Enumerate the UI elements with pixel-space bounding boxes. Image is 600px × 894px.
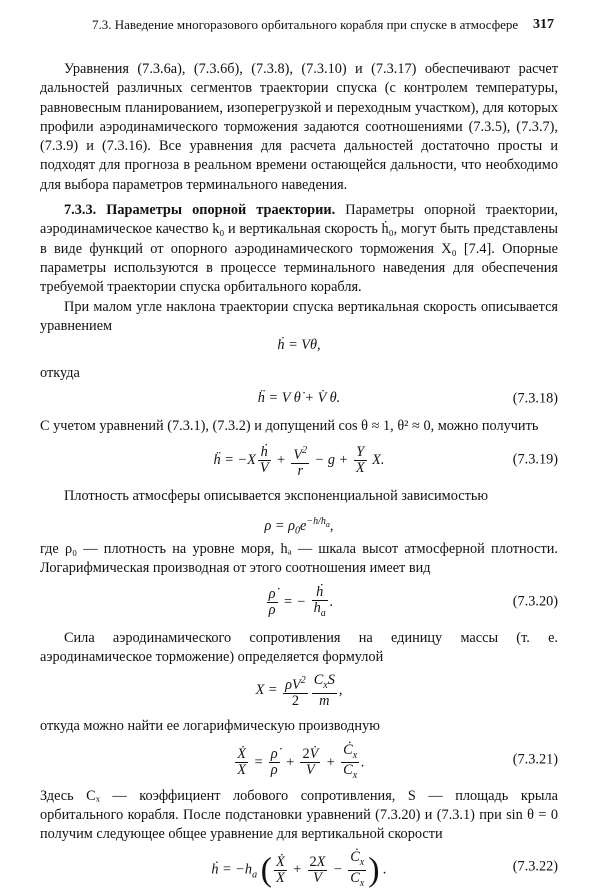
equation-7-3-18: ḧ = V θ̇ + V̇ θ. (7.3.18) [40, 389, 558, 409]
paragraph-4: откуда [40, 365, 80, 382]
equation-7-3-20: $\frac{\rhȯ}{\rho}$ = − $\frac{\text{ḣ}}{h_a}$ . (7.3.20) [268, 583, 558, 619]
paragraph-2-text: Параметры опорной траектории, аэродинамическое качество k₀ и вертикальная скорость ḣ₀, могут быть представлены в виде функций от опорного аэродинамического торможения X₀ [7.4]. Опорные параметры используются в процессе терминального наведения для обеспечения требуемой траектории спуска орбитального корабля. [40, 202, 558, 296]
equation-7-3-22: ḣ = $-h_a$ ( $\frac{\text{Ẋ}}{X}$ + $\frac{2X}{V}$ − $\frac{Ċ_x}{C_x}$ ) . (7.3.22) [211, 849, 558, 890]
equation-number: (7.3.18) [512, 390, 558, 407]
paragraph-10: Здесь Cₓ — коэффициент лобового сопротивления, S — площадь крыла орбитального корабля. После подстановки уравнений (7.3.20) и (7.3.1) при sin θ = 0 получим следующее общее уравнение для вертикальной скорости [40, 787, 558, 843]
equation-density: $\rho = \rho_0e^{-h/h_a}$, [264, 516, 334, 537]
paragraph-8: Сила аэродинамического сопротивления на единицу массы (т. е. аэродинамическое торможение) определяется формулой [40, 629, 558, 665]
paragraph-3: При малом угле наклона траектории спуска вертикальная скорость описывается уравнением [40, 298, 558, 334]
running-title: 7.3. Наведение многоразового орбитального корабля при спуске в атмосфере [92, 17, 519, 32]
equation-number: (7.3.21) [512, 750, 558, 767]
equation-number: (7.3.20) [512, 592, 558, 609]
paragraph-1: Уравнения (7.3.6а), (7.3.6б), (7.3.8), (7.3.10) и (7.3.17) обеспечивают расчет дальностей различных сегментов траектории спуска (с контролем температуры, равновесным планированием, изоперегрузкой и переходным участком), для которых профили аэродинамического торможения задаются соотношениями (7.3.5), (7.3.7), (7.3.9) и (7.3.16). Все уравнения для расчета дальностей достаточно просты и подходят для прогноза в реальном времени остающейся дальности, что необходимо для выбора параметров терминального наведения. [40, 61, 558, 193]
page-body [40, 60, 558, 894]
paragraph-2 [40, 201, 558, 297]
equation-number: (7.3.19) [512, 451, 558, 468]
equation-vertical-speed: ḣ = Vθ, [277, 337, 321, 354]
equation-number: (7.3.22) [512, 858, 558, 875]
section-heading: 7.3.3. Параметры опорной траектории. [64, 202, 336, 219]
paragraph-9: откуда можно найти ее логарифмическую производную [40, 718, 380, 735]
equation-7-3-19: ḧ = −X $\frac{\text{ḣ}}{V}$ + $\frac{V^2}{r}$ − g + $\frac{Y}{X}$ X. (7.3.19) [213, 444, 558, 479]
paragraph-6: Плотность атмосферы описывается экспоненциальной зависимостью [64, 487, 489, 504]
equation-drag: X = $\frac{\rho V^2}{2}$ $\frac{C_xS}{m}$ , [255, 672, 343, 710]
equation-7-3-21: $\frac{\text{Ẋ}}{X}$ = $\frac{\rhȯ}{\rho}$ + $\frac{2V̇}{V}$ + $\frac{Ċ_x}{C_x}$ . (7.3.21) [237, 741, 558, 782]
page-number: 317 [533, 17, 554, 32]
paragraph-7: где ρ₀ — плотность на уровне моря, hₐ — шкала высот атмосферной плотности. Логарифмическая производная от этого соотношения имеет вид [40, 541, 558, 577]
paragraph-5: С учетом уравнений (7.3.1), (7.3.2) и допущений cos θ ≈ 1, θ² ≈ 0, можно получить [40, 418, 539, 435]
